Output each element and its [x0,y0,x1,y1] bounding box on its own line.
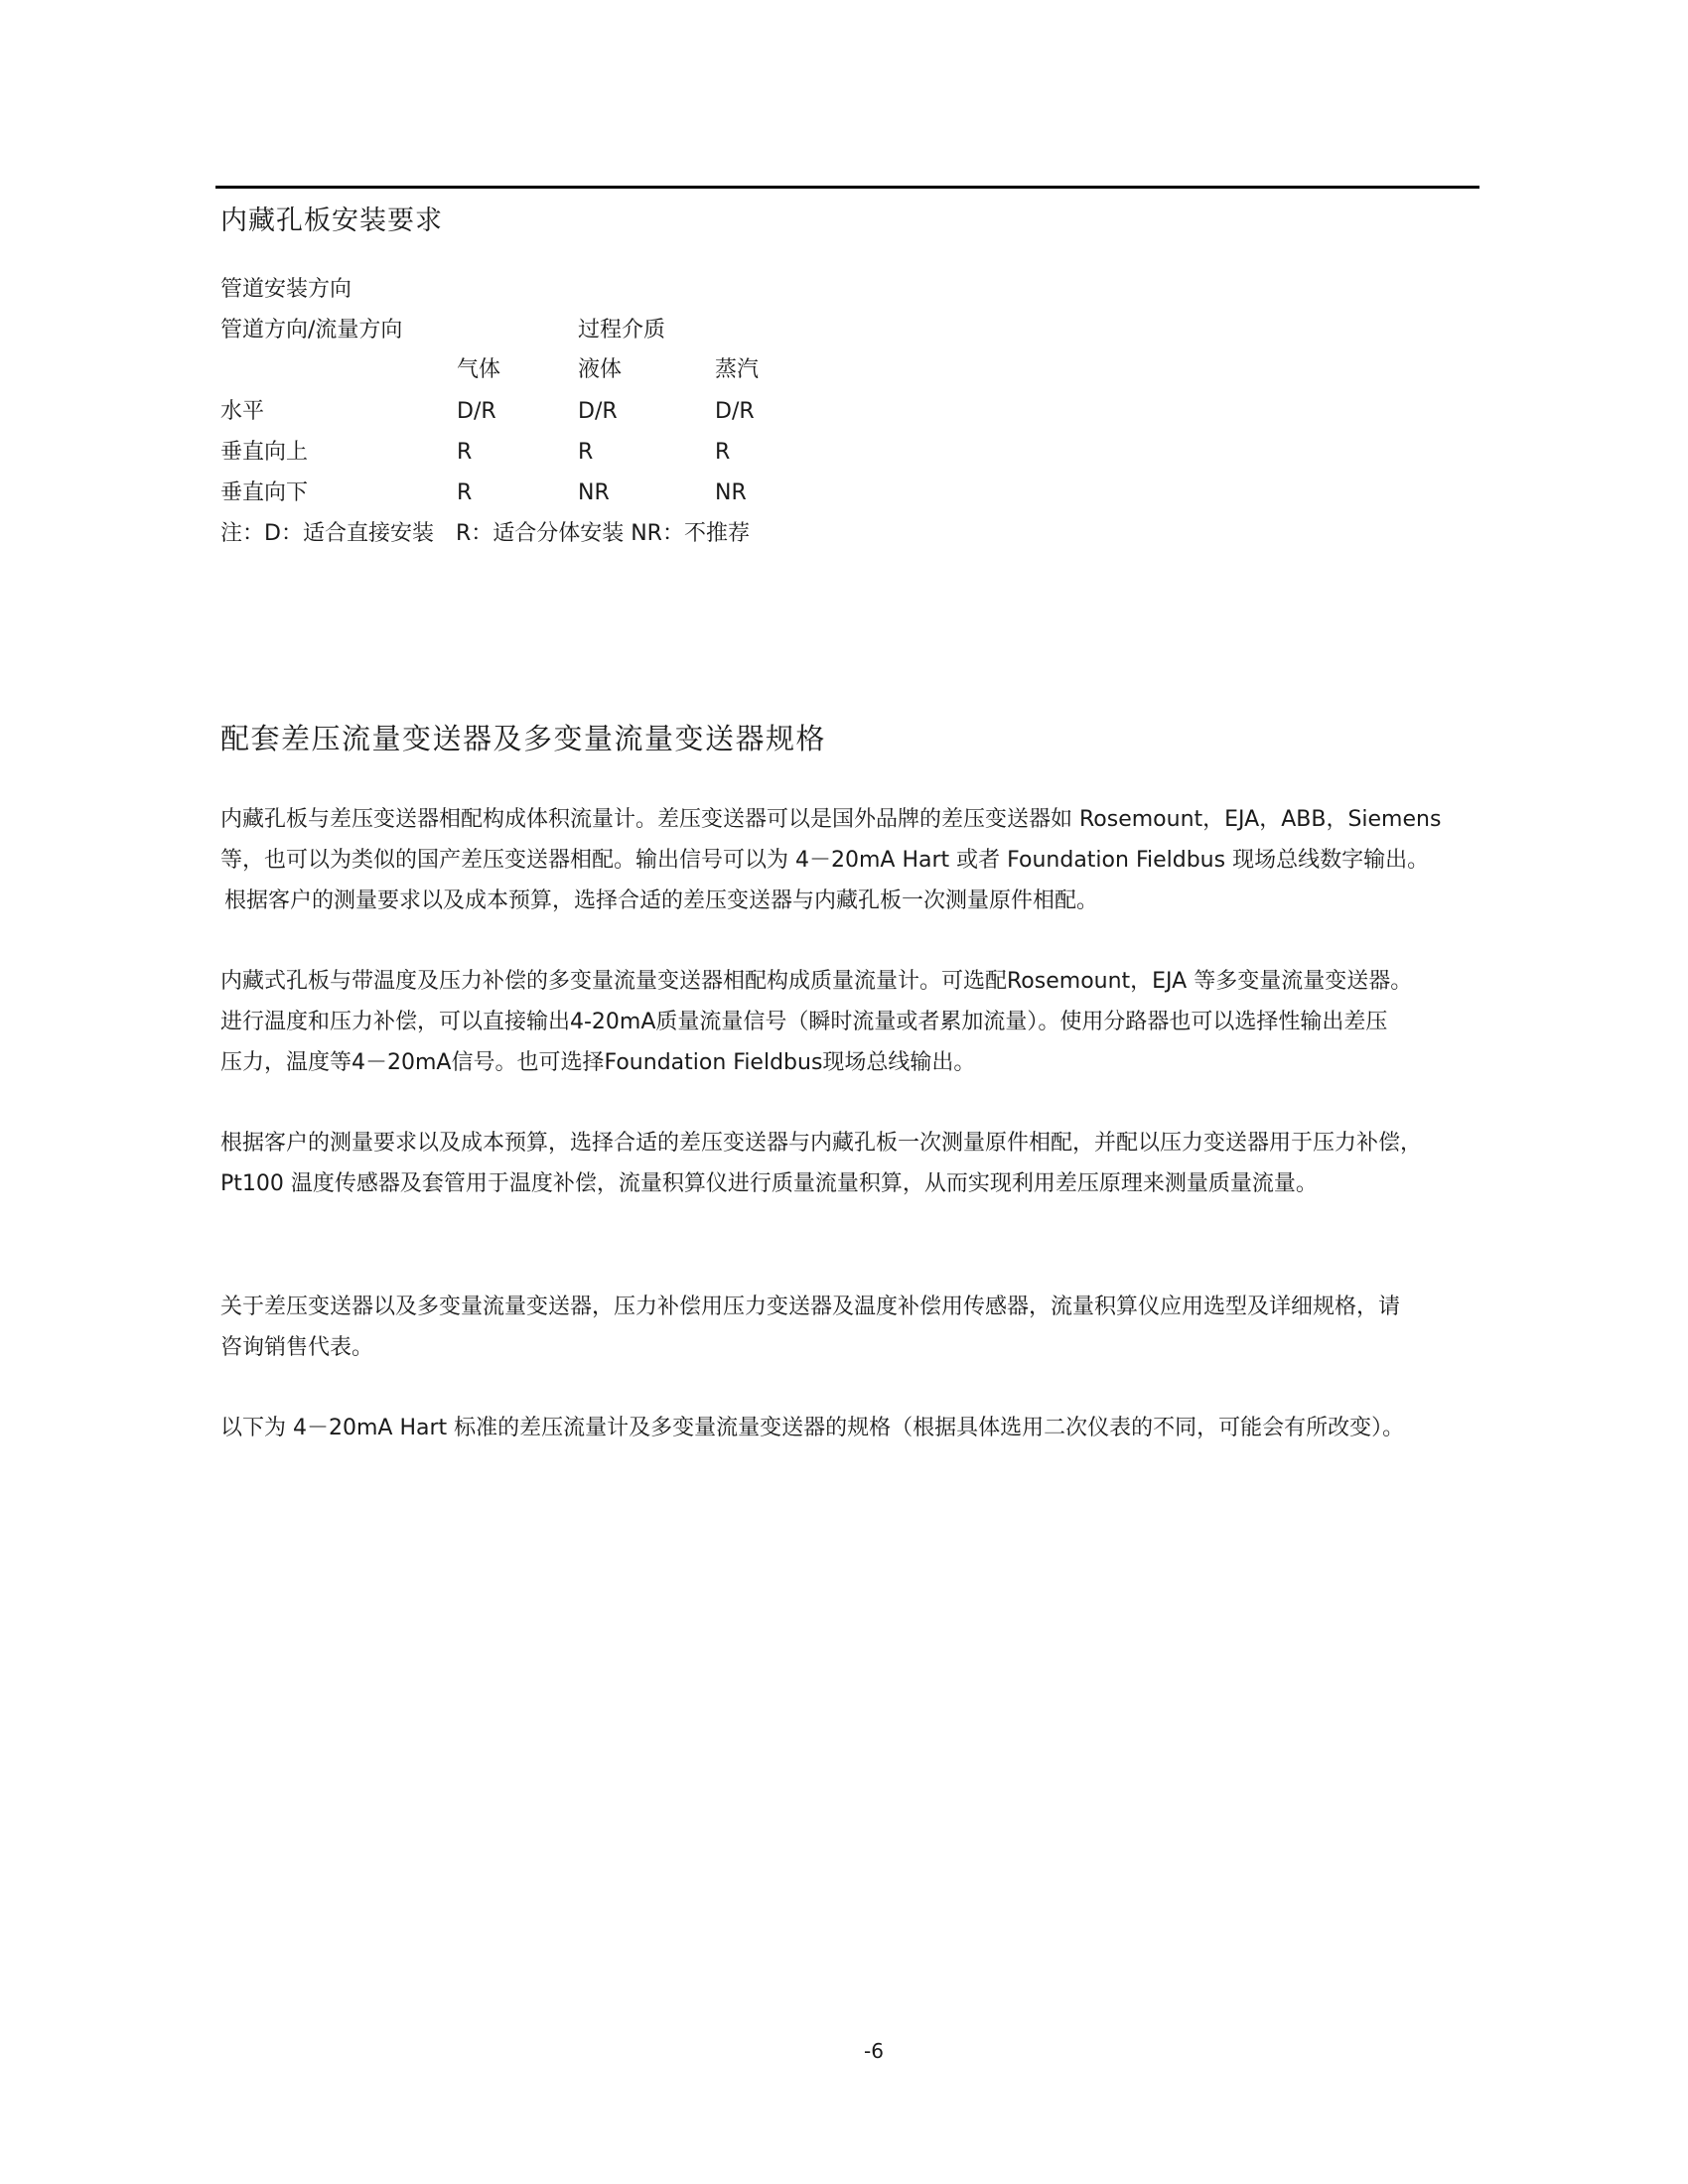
row-label: 水平 [220,399,265,424]
paragraph-line: 内藏式孔板与带温度及压力补偿的多变量流量变送器相配构成质量流量计。可选配Rosemount，EJA 等多变量流量变送器。 [220,969,1413,994]
cell-value: D/R [715,399,755,424]
cell-value: NR [715,480,747,505]
paragraph-compensation [220,1123,1501,1204]
paragraph-contact-sales [220,1287,1501,1368]
cell-value: NR [578,480,610,505]
cell-value: R [715,440,731,465]
media-gas: 气体 [457,357,501,382]
paragraph-line: 关于差压变送器以及多变量流量变送器，压力补偿用压力变送器及温度补偿用传感器，流量积算仪应用选型及详细规格，请 [220,1295,1401,1319]
paragraph-line: 咨询销售代表。 [220,1335,374,1360]
installation-note: 注：D：适合直接安装 R：适合分体安装 NR：不推荐 [220,521,750,546]
paragraph-volume-flow [220,799,1501,921]
media-liquid: 液体 [578,357,623,382]
paragraph-mass-flow [220,961,1501,1083]
paragraph-line: 内藏孔板与差压变送器相配构成体积流量计。差压变送器可以是国外品牌的差压变送器如 Rosemount，EJA，ABB，Siemens [220,807,1442,832]
media-steam: 蒸汽 [715,357,760,382]
paragraph-line: 根据客户的测量要求以及成本预算，选择合适的差压变送器与内藏孔板一次测量原件相配。 [224,888,1099,913]
cell-value: R [457,440,473,465]
table-row [0,397,1688,427]
pipe-orientation-subtitle: 管道安装方向 [220,277,352,302]
paragraph-line: 以下为 4－20mA Hart 标准的差压流量计及多变量流量变送器的规格（根据具体选用二次仪表的不同，可能会有所改变）。 [220,1416,1405,1440]
cell-value: R [457,480,473,505]
col-header-process-media: 过程介质 [578,318,666,342]
paragraph-line: 根据客户的测量要求以及成本预算，选择合适的差压变送器与内藏孔板一次测量原件相配，并配以压力变送器用于压力补偿， [220,1131,1423,1156]
media-header-row [0,355,1688,385]
section-title-transmitter-spec: 配套差压流量变送器及多变量流量变送器规格 [220,722,827,755]
cell-value: D/R [578,399,618,424]
section-title-installation: 内藏孔板安装要求 [220,205,443,236]
paragraph-line: Pt100 温度传感器及套管用于温度补偿，流量积算仪进行质量流量积算，从而实现利用差压原理来测量质量流量。 [220,1171,1318,1196]
row-label: 垂直向上 [220,440,309,465]
col-header-direction: 管道方向/流量方向 [220,318,403,342]
table-row [0,438,1688,468]
cell-value: D/R [457,399,496,424]
cell-value: R [578,440,594,465]
paragraph-line: 进行温度和压力补偿，可以直接输出4-20mA质量流量信号（瞬时流量或者累加流量）。使用分路器也可以选择性输出差压 [220,1010,1388,1034]
paragraph-spec-intro [220,1408,1501,1448]
row-label: 垂直向下 [220,480,309,505]
page-number: -6 [864,2039,884,2063]
top-rule [215,186,1479,189]
paragraph-line: 等，也可以为类似的国产差压变送器相配。输出信号可以为 4－20mA Hart 或者 Foundation Fieldbus 现场总线数字输出。 [220,848,1430,873]
paragraph-line: 压力，温度等4－20mA信号。也可选择Foundation Fieldbus现场总线输出。 [220,1050,976,1075]
table-row [0,478,1688,508]
